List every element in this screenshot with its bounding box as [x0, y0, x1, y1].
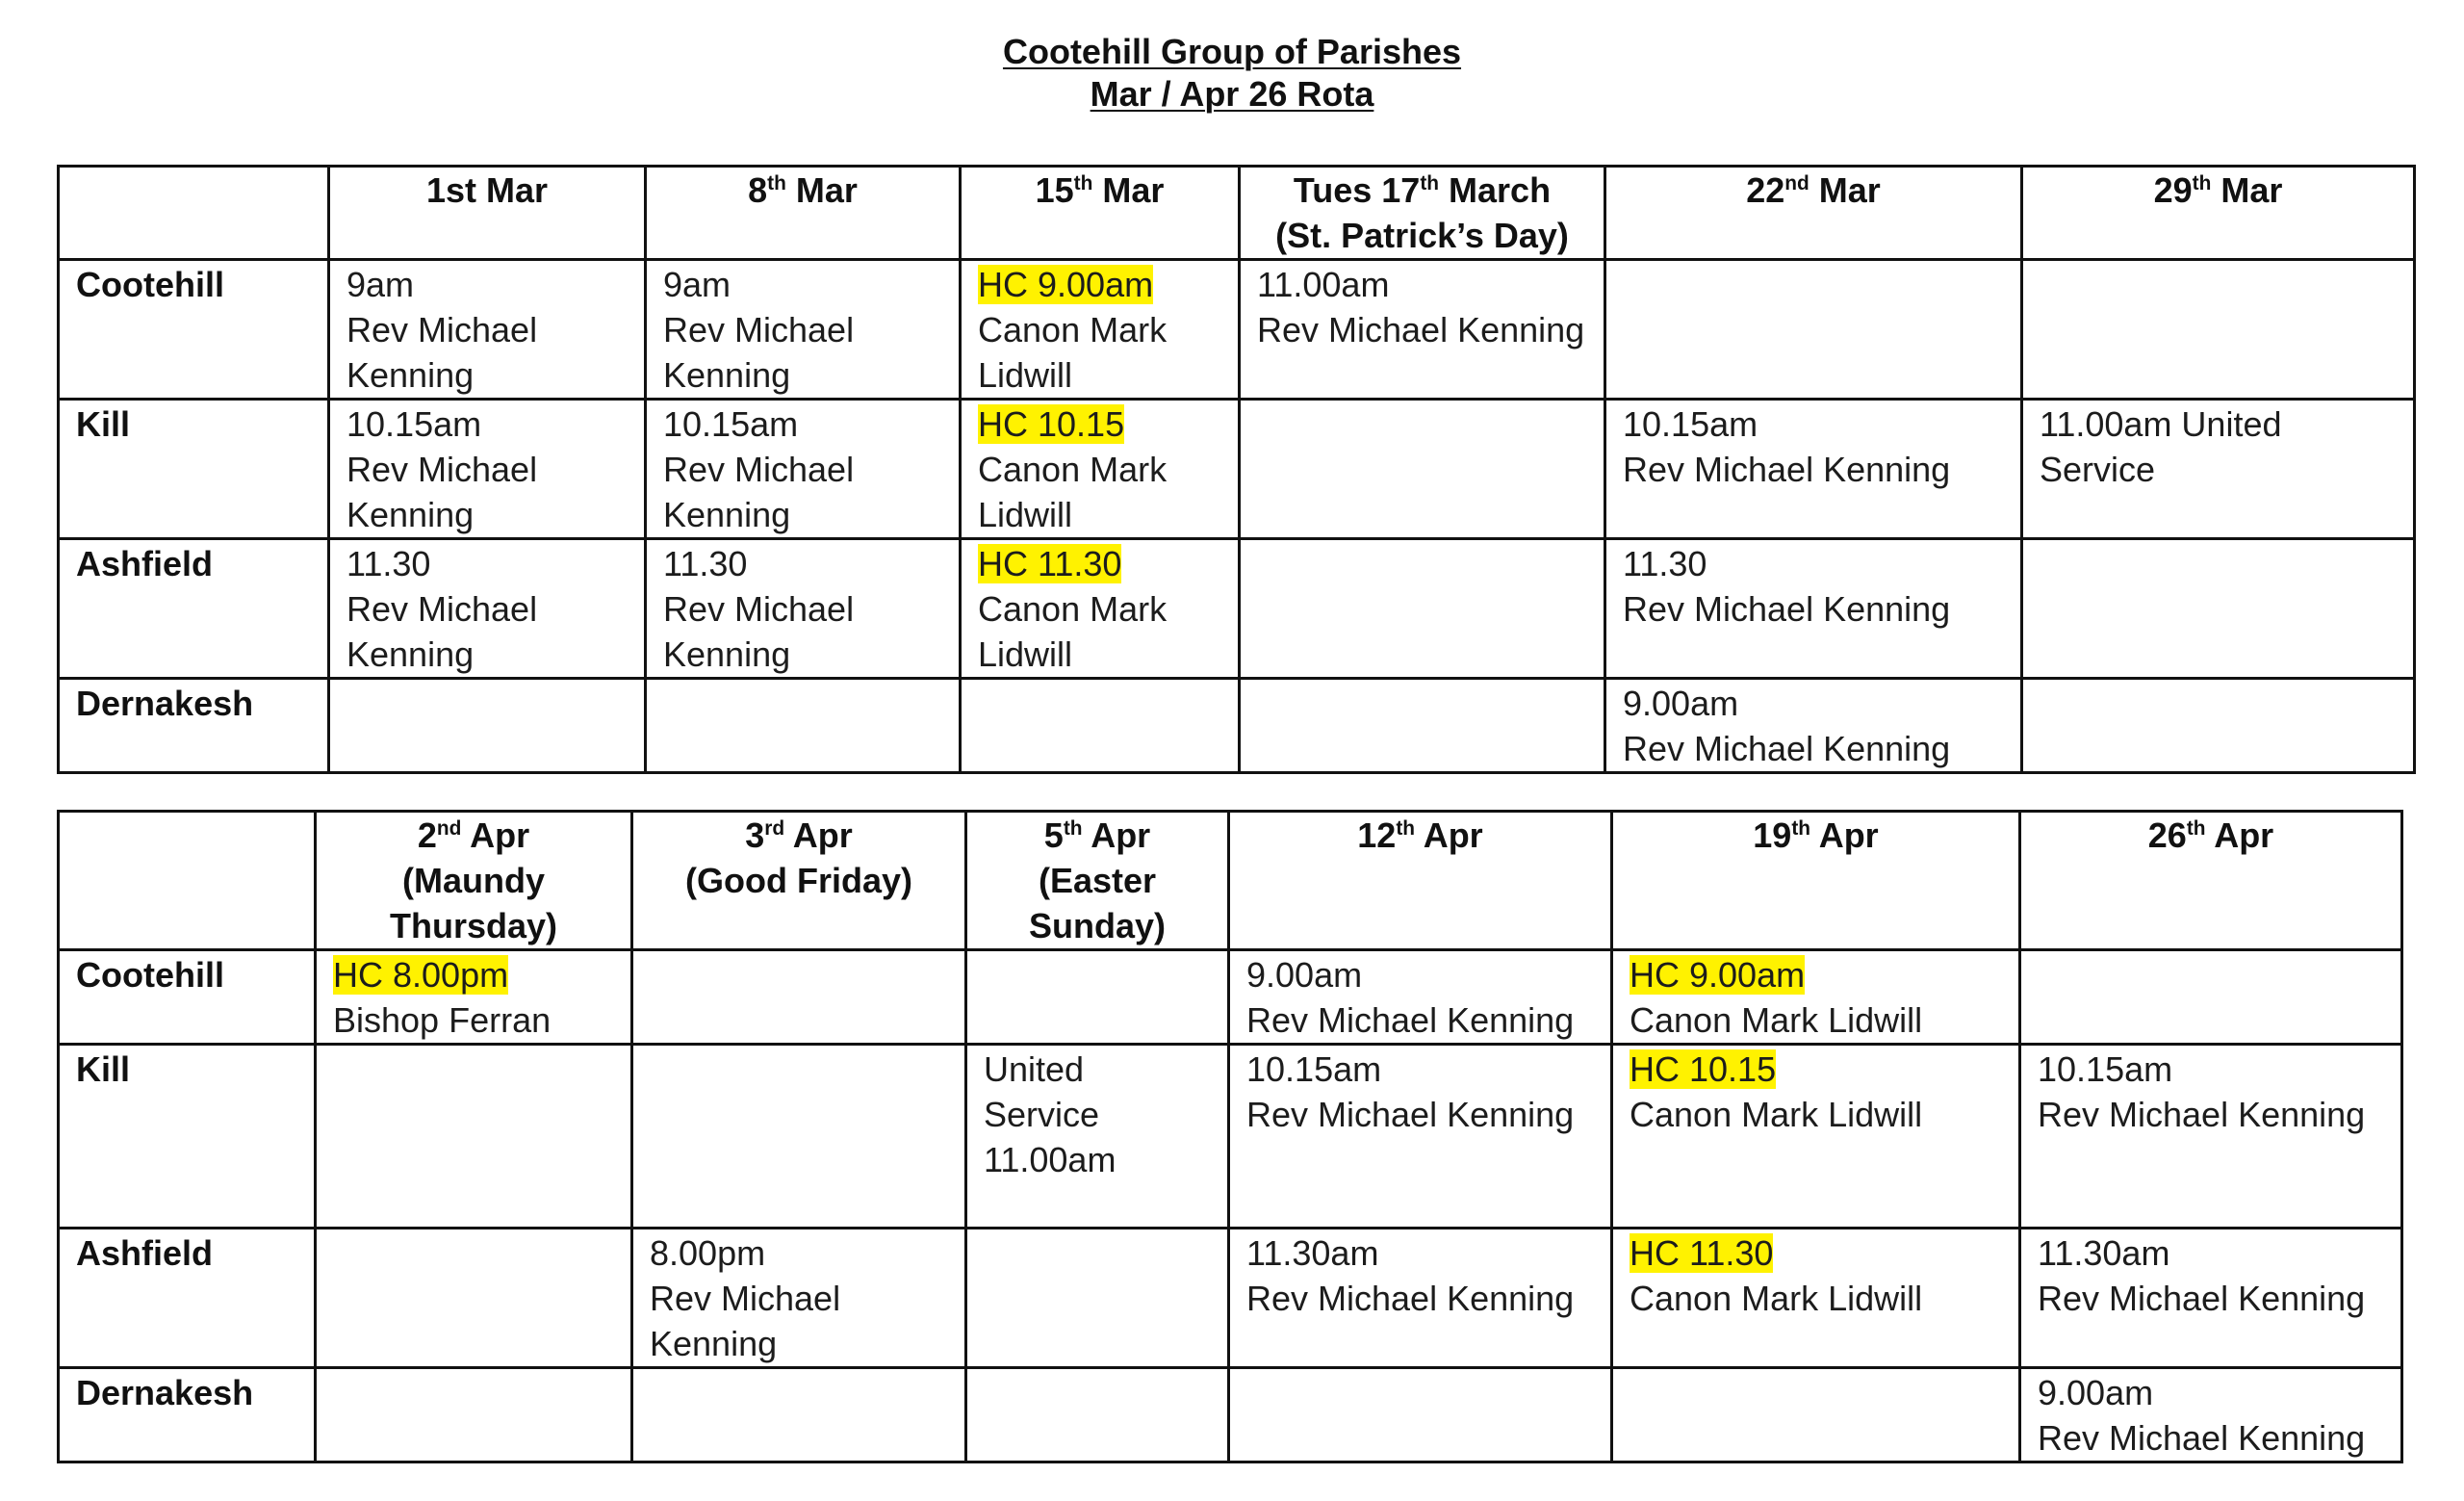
cell-line	[1630, 1092, 2011, 1137]
ordinal-suffix: th	[1073, 172, 1093, 195]
cell-line	[346, 541, 636, 586]
cell-line	[1257, 307, 1596, 352]
header-text: 15	[1035, 170, 1074, 210]
header-text: Apr	[1415, 815, 1483, 855]
cell-line	[650, 1321, 957, 1366]
cell-line	[2038, 1230, 2393, 1276]
parish-row-ashfield	[59, 539, 2415, 679]
date-header	[1229, 812, 1612, 950]
ordinal-suffix: th	[1791, 817, 1811, 841]
cell-line	[984, 1092, 1219, 1137]
date-header	[329, 167, 646, 260]
date-header	[2022, 167, 2415, 260]
schedule-cell	[1605, 539, 2022, 679]
holy-communion-highlight: HC 11.30	[1630, 1233, 1774, 1273]
document-subtitle: Mar / Apr 26 Rota	[1090, 74, 1374, 114]
service-text: Rev Michael	[650, 1279, 841, 1318]
cell-line	[1623, 447, 2013, 492]
ordinal-suffix: rd	[764, 817, 785, 841]
date-header	[632, 812, 966, 950]
cell-line	[978, 352, 1230, 398]
schedule-cell	[2022, 400, 2415, 539]
schedule-cell	[632, 1229, 966, 1368]
parish-name-cell	[59, 679, 329, 773]
schedule-cell	[1605, 679, 2022, 773]
cell-line	[978, 447, 1230, 492]
service-text: Rev Michael Kenning	[1257, 310, 1585, 349]
header-line	[1234, 813, 1606, 858]
service-text: Lidwill	[978, 355, 1073, 395]
holy-communion-highlight: HC 9.00am	[978, 265, 1154, 304]
empty-schedule-cell	[2022, 679, 2415, 773]
parish-name-cell	[59, 400, 329, 539]
cell-line	[2040, 401, 2405, 447]
parish-name-cell	[59, 1045, 316, 1229]
schedule-cell	[961, 400, 1240, 539]
header-line	[971, 813, 1223, 858]
cell-line	[650, 1276, 957, 1321]
header-text: (Good Friday)	[685, 861, 912, 900]
cell-line	[1630, 952, 2011, 997]
cell-line	[346, 352, 636, 398]
header-text: 8	[748, 170, 768, 210]
service-text: Canon Mark Lidwill	[1630, 1279, 1923, 1318]
cell-line	[978, 401, 1230, 447]
header-line	[971, 858, 1223, 903]
header-line	[2025, 813, 2397, 858]
header-row	[59, 167, 2415, 260]
header-line	[321, 813, 627, 858]
header-line	[1617, 813, 2015, 858]
cell-line	[663, 307, 951, 352]
service-text: Canon Mark Lidwill	[1630, 1000, 1923, 1040]
schedule-cell	[329, 400, 646, 539]
service-text: 11.00am	[1257, 265, 1390, 304]
schedule-cell	[1229, 1045, 1612, 1229]
service-text: 9am	[346, 265, 415, 304]
header-text: 5	[1043, 815, 1064, 855]
service-text: Kenning	[650, 1324, 778, 1363]
service-text: Rev Michael	[663, 310, 855, 349]
parish-row-ashfield	[59, 1229, 2402, 1368]
service-text: Rev Michael Kenning	[2038, 1279, 2366, 1318]
empty-schedule-cell	[646, 679, 961, 773]
cell-line	[1623, 401, 2013, 447]
cell-line	[663, 632, 951, 677]
service-text: Canon Mark	[978, 589, 1168, 629]
service-text: 11.00am	[984, 1140, 1116, 1179]
header-text: 12	[1357, 815, 1397, 855]
schedule-cell	[1612, 1045, 2020, 1229]
empty-schedule-cell	[316, 1368, 632, 1462]
service-text: Kenning	[346, 495, 475, 534]
cell-line	[1246, 952, 1603, 997]
header-line	[1245, 213, 1600, 258]
cell-line	[1246, 997, 1603, 1043]
service-text: Kenning	[663, 355, 791, 395]
corner-cell	[59, 812, 316, 950]
service-text: Canon Mark	[978, 310, 1168, 349]
date-header	[961, 167, 1240, 260]
header-text: 2	[417, 815, 437, 855]
parish-name: Dernakesh	[76, 684, 254, 723]
empty-schedule-cell	[966, 1229, 1229, 1368]
date-header	[1612, 812, 2020, 950]
service-text: 11.30	[346, 544, 431, 583]
parish-row-cootehill	[59, 260, 2415, 400]
parish-name: Cootehill	[76, 955, 224, 995]
header-text: 1st Mar	[425, 170, 549, 210]
empty-schedule-cell	[329, 679, 646, 773]
cell-line	[346, 447, 636, 492]
cell-line	[2040, 447, 2405, 492]
cell-line	[663, 541, 951, 586]
header-text: 3	[745, 815, 765, 855]
parish-name-cell	[59, 1229, 316, 1368]
service-text: Rev Michael Kenning	[1246, 1000, 1575, 1040]
header-text: Apr	[1082, 815, 1151, 855]
header-text: March	[1439, 170, 1552, 210]
cell-line	[1623, 681, 2013, 726]
cell-line	[1630, 1230, 2011, 1276]
cell-line	[978, 307, 1230, 352]
cell-line	[2038, 1276, 2393, 1321]
cell-line	[1257, 262, 1596, 307]
header-text: Mar	[1092, 170, 1165, 210]
cell-line	[1623, 586, 2013, 632]
service-text: Kenning	[346, 355, 475, 395]
document-heading	[0, 31, 2464, 116]
empty-schedule-cell	[632, 1368, 966, 1462]
header-text: Mar	[785, 170, 858, 210]
header-text: 26	[2147, 815, 2187, 855]
cell-line	[984, 1137, 1219, 1182]
empty-schedule-cell	[316, 1229, 632, 1368]
header-line	[971, 903, 1223, 948]
empty-schedule-cell	[632, 1045, 966, 1229]
cell-line	[984, 1047, 1219, 1092]
service-text: Rev Michael	[346, 310, 538, 349]
parish-row-kill	[59, 1045, 2402, 1229]
header-text: (Maundy	[402, 861, 545, 900]
rota-table-april	[57, 810, 2403, 1463]
cell-line	[333, 997, 623, 1043]
header-text: Apr	[1810, 815, 1879, 855]
parish-row-cootehill	[59, 950, 2402, 1045]
holy-communion-highlight: HC 9.00am	[1630, 955, 1806, 995]
header-text: 22	[1746, 170, 1785, 210]
cell-line	[650, 1230, 957, 1276]
schedule-cell	[316, 950, 632, 1045]
cell-line	[978, 262, 1230, 307]
cell-line	[663, 401, 951, 447]
cell-line	[1246, 1230, 1603, 1276]
parish-name: Dernakesh	[76, 1373, 254, 1412]
service-text: 9.00am	[1623, 684, 1739, 723]
header-text: 19	[1753, 815, 1792, 855]
header-text: Mar	[1809, 170, 1881, 210]
empty-schedule-cell	[1229, 1368, 1612, 1462]
parish-name: Ashfield	[76, 544, 214, 583]
schedule-cell	[1229, 950, 1612, 1045]
schedule-cell	[1229, 1229, 1612, 1368]
header-line	[1245, 168, 1600, 213]
parish-name: Ashfield	[76, 1233, 214, 1273]
service-text: Rev Michael	[346, 450, 538, 489]
date-header	[646, 167, 961, 260]
parish-name-cell	[59, 1368, 316, 1462]
header-line	[637, 858, 961, 903]
ordinal-suffix: th	[2192, 172, 2212, 195]
service-text: 11.00am United	[2040, 404, 2282, 444]
cell-line	[1623, 726, 2013, 771]
service-text: Rev Michael Kenning	[1623, 450, 1951, 489]
empty-schedule-cell	[1240, 679, 1605, 773]
schedule-cell	[2020, 1229, 2402, 1368]
document-title: Cootehill Group of Parishes	[1002, 32, 1462, 71]
service-text: Rev Michael Kenning	[1623, 589, 1951, 629]
service-text: 10.15am	[1623, 404, 1758, 444]
date-header	[1605, 167, 2022, 260]
header-line	[637, 813, 961, 858]
cell-line	[1246, 1276, 1603, 1321]
ordinal-suffix: nd	[436, 817, 462, 841]
cell-line	[1630, 1276, 2011, 1321]
ordinal-suffix: th	[1420, 172, 1440, 195]
cell-line	[663, 262, 951, 307]
empty-schedule-cell	[2020, 950, 2402, 1045]
service-text: Rev Michael	[663, 589, 855, 629]
service-text: 10.15am	[346, 404, 482, 444]
service-text: Service	[984, 1095, 1100, 1134]
header-text: 29	[2153, 170, 2193, 210]
cell-line	[346, 401, 636, 447]
header-text: (St. Patrick’s Day)	[1275, 216, 1569, 255]
ordinal-suffix: nd	[1784, 172, 1810, 195]
schedule-cell	[961, 260, 1240, 400]
header-text: Apr	[2205, 815, 2274, 855]
header-line	[965, 168, 1234, 213]
header-text: Tues 17	[1293, 170, 1421, 210]
header-row	[59, 812, 2402, 950]
header-text: Apr	[461, 815, 530, 855]
schedule-cell	[2020, 1045, 2402, 1229]
cell-line	[1623, 541, 2013, 586]
service-text: Rev Michael Kenning	[1246, 1279, 1575, 1318]
schedule-cell	[329, 539, 646, 679]
schedule-cell	[1240, 260, 1605, 400]
schedule-cell	[646, 539, 961, 679]
header-line	[651, 168, 955, 213]
schedule-cell	[1612, 950, 2020, 1045]
cell-line	[978, 541, 1230, 586]
parish-name: Kill	[76, 404, 131, 444]
cell-line	[346, 632, 636, 677]
parish-name: Kill	[76, 1049, 131, 1089]
service-text: Kenning	[663, 495, 791, 534]
cell-line	[1630, 997, 2011, 1043]
header-text: (Easter	[1038, 861, 1157, 900]
service-text: 11.30am	[2038, 1233, 2170, 1273]
service-text: Service	[2040, 450, 2156, 489]
service-text: 10.15am	[2038, 1049, 2173, 1089]
empty-schedule-cell	[316, 1045, 632, 1229]
parish-row-kill	[59, 400, 2415, 539]
date-header	[1240, 167, 1605, 260]
date-header	[966, 812, 1229, 950]
holy-communion-highlight: HC 10.15	[1630, 1049, 1777, 1089]
cell-line	[346, 307, 636, 352]
schedule-cell	[1612, 1229, 2020, 1368]
parish-name-cell	[59, 260, 329, 400]
service-text: Kenning	[663, 634, 791, 674]
cell-line	[663, 492, 951, 537]
service-text: Lidwill	[978, 634, 1073, 674]
corner-cell	[59, 167, 329, 260]
service-text: Rev Michael Kenning	[1246, 1095, 1575, 1134]
service-text: Rev Michael Kenning	[2038, 1418, 2366, 1458]
ordinal-suffix: th	[2186, 817, 2206, 841]
service-text: 9.00am	[2038, 1373, 2154, 1412]
cell-line	[663, 447, 951, 492]
date-header	[316, 812, 632, 950]
service-text: 11.30	[1623, 544, 1707, 583]
cell-line	[663, 352, 951, 398]
service-text: 10.15am	[1246, 1049, 1382, 1089]
schedule-cell	[966, 1045, 1229, 1229]
rota-table-header	[59, 167, 2415, 260]
schedule-cell	[329, 260, 646, 400]
cell-line	[346, 492, 636, 537]
parish-name-cell	[59, 950, 316, 1045]
service-text: 11.30	[663, 544, 748, 583]
service-text: Rev Michael	[346, 589, 538, 629]
schedule-cell	[2020, 1368, 2402, 1462]
empty-schedule-cell	[1605, 260, 2022, 400]
service-text: Bishop Ferran	[333, 1000, 552, 1040]
empty-schedule-cell	[632, 950, 966, 1045]
service-text: 11.30am	[1246, 1233, 1379, 1273]
header-text: Thursday)	[389, 906, 558, 945]
ordinal-suffix: th	[767, 172, 786, 195]
service-text: 8.00pm	[650, 1233, 766, 1273]
service-text: Rev Michael Kenning	[2038, 1095, 2366, 1134]
header-line	[321, 858, 627, 903]
header-line	[334, 168, 640, 213]
service-text: Canon Mark Lidwill	[1630, 1095, 1923, 1134]
cell-line	[2038, 1415, 2393, 1461]
empty-schedule-cell	[966, 950, 1229, 1045]
schedule-cell	[1605, 400, 2022, 539]
cell-line	[346, 262, 636, 307]
cell-line	[1246, 1092, 1603, 1137]
rota-table-header	[59, 812, 2402, 950]
rota-table-body	[59, 260, 2415, 773]
empty-schedule-cell	[1240, 539, 1605, 679]
cell-line	[2038, 1092, 2393, 1137]
empty-schedule-cell	[966, 1368, 1229, 1462]
header-line	[2027, 168, 2409, 213]
rota-table-body	[59, 950, 2402, 1462]
parish-name-cell	[59, 539, 329, 679]
service-text: Kenning	[346, 634, 475, 674]
empty-schedule-cell	[1612, 1368, 2020, 1462]
empty-schedule-cell	[1240, 400, 1605, 539]
cell-line	[346, 586, 636, 632]
service-text: Canon Mark	[978, 450, 1168, 489]
cell-line	[1630, 1047, 2011, 1092]
service-text: 10.15am	[663, 404, 799, 444]
schedule-cell	[961, 539, 1240, 679]
service-text: Rev Michael	[663, 450, 855, 489]
service-text: Lidwill	[978, 495, 1073, 534]
header-text: Sunday)	[1028, 906, 1166, 945]
ordinal-suffix: th	[1396, 817, 1416, 841]
cell-line	[978, 492, 1230, 537]
date-header	[2020, 812, 2402, 950]
header-line	[321, 903, 627, 948]
header-line	[1610, 168, 2016, 213]
schedule-cell	[646, 260, 961, 400]
service-text: 9.00am	[1246, 955, 1363, 995]
service-text: Rev Michael Kenning	[1623, 729, 1951, 768]
parish-name: Cootehill	[76, 265, 224, 304]
ordinal-suffix: th	[1063, 817, 1083, 841]
parish-row-dernakesh	[59, 1368, 2402, 1462]
parish-row-dernakesh	[59, 679, 2415, 773]
empty-schedule-cell	[2022, 260, 2415, 400]
header-text: Apr	[784, 815, 853, 855]
header-text: Mar	[2211, 170, 2283, 210]
empty-schedule-cell	[2022, 539, 2415, 679]
cell-line	[978, 632, 1230, 677]
cell-line	[663, 586, 951, 632]
empty-schedule-cell	[961, 679, 1240, 773]
holy-communion-highlight: HC 8.00pm	[333, 955, 509, 995]
schedule-cell	[646, 400, 961, 539]
service-text: United	[984, 1049, 1085, 1089]
service-text: 9am	[663, 265, 732, 304]
cell-line	[978, 586, 1230, 632]
rota-table-march	[57, 165, 2416, 774]
holy-communion-highlight: HC 10.15	[978, 404, 1125, 444]
cell-line	[333, 952, 623, 997]
cell-line	[2038, 1047, 2393, 1092]
cell-line	[2038, 1370, 2393, 1415]
cell-line	[1246, 1047, 1603, 1092]
holy-communion-highlight: HC 11.30	[978, 544, 1122, 583]
